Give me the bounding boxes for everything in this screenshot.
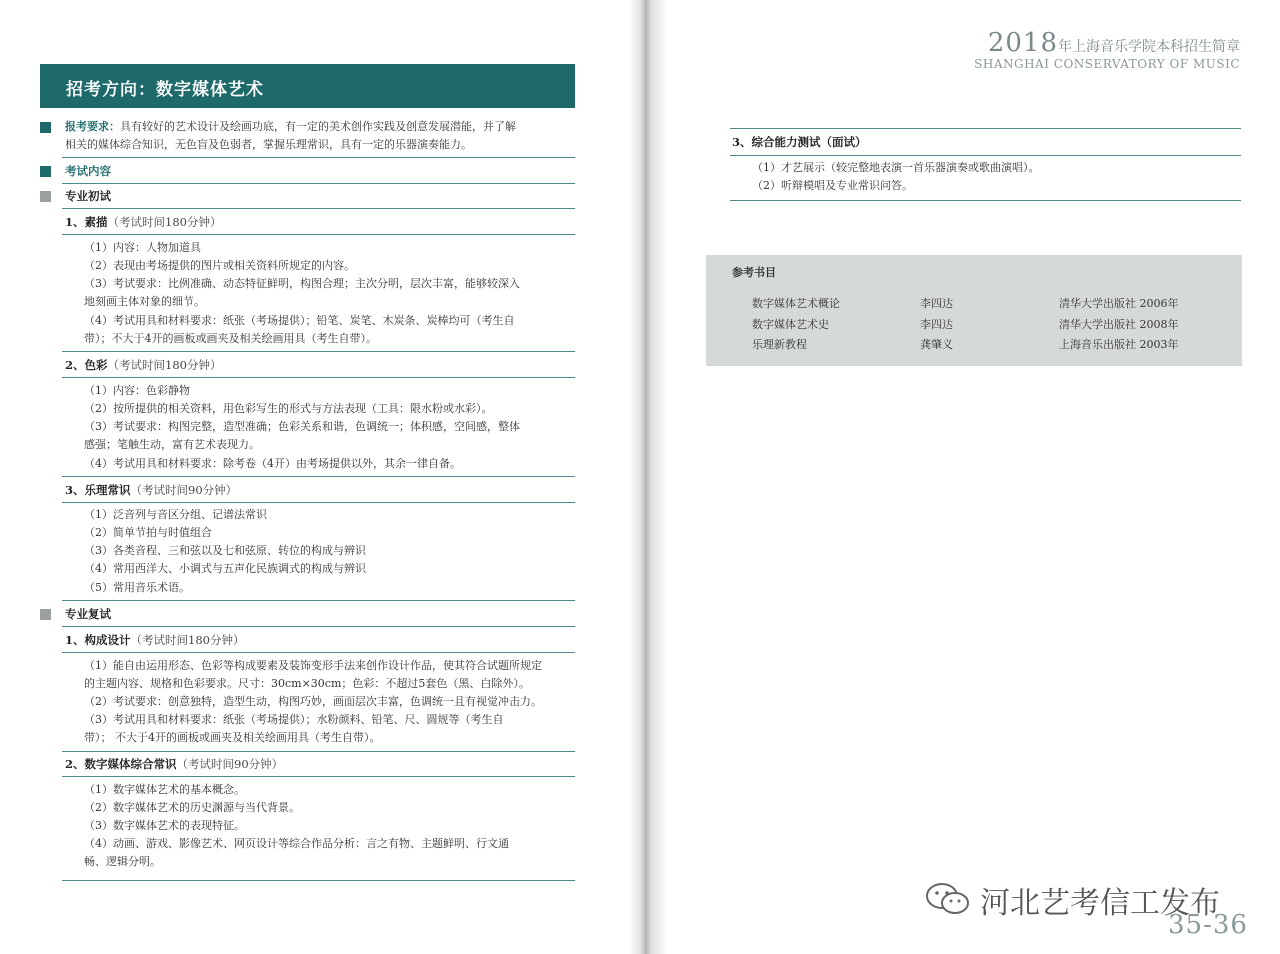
divider	[62, 502, 575, 503]
divider	[62, 476, 575, 477]
ref-author: 李四达	[920, 297, 953, 310]
design-heading	[65, 631, 244, 649]
divider	[62, 880, 575, 881]
ability-heading: 3、综合能力测试（面试）	[732, 135, 867, 149]
sketch-heading	[65, 213, 221, 231]
list-item: （2）按所提供的相关资料，用色彩写生的形式与方法表现（工具：限水粉或水彩）。	[84, 402, 493, 415]
divider	[62, 234, 575, 235]
list-item: 地刻画主体对象的细节。	[84, 295, 205, 308]
theory-heading	[65, 481, 237, 499]
list-item: （1）能自由运用形态、色彩等构成要素及装饰变形手法来创作设计作品，使其符合试题所规定	[84, 659, 542, 672]
list-item: 带）；不大于4开的画板或画夹及相关绘画用具（考生自带）。	[84, 332, 377, 345]
reference-books-box	[706, 255, 1242, 366]
list-item: （4）常用西洋大、小调式与五声化民族调式的构成与辨识	[84, 562, 366, 575]
requirement-text-1: 具有较好的艺术设计及绘画功底，有一定的美术创作实践及创意发展潜能，并了解	[120, 120, 516, 133]
media-heading	[65, 755, 283, 773]
section-title: 招考方向：数字媒体艺术	[66, 80, 264, 100]
divider	[62, 377, 575, 378]
list-item: （4）动画、游戏、影像艺术、网页设计等综合作品分析：言之有物、主题鲜明、行文通	[84, 837, 509, 850]
color-title: 2、色彩	[65, 358, 108, 372]
list-item: （2）考试要求：创意独特，造型生动，构图巧妙，画面层次丰富，色调统一且有视觉冲击力。	[84, 695, 542, 708]
theory-time: （考试时间90分钟）	[130, 483, 238, 497]
color-heading	[65, 356, 221, 374]
requirement-line-1	[65, 118, 516, 136]
ref-author: 龚肇义	[920, 338, 953, 351]
divider	[62, 157, 575, 158]
exam-content-heading: 考试内容	[65, 164, 111, 178]
divider	[62, 652, 575, 653]
ref-book: 乐理新教程	[752, 338, 807, 351]
list-item: （1）数字媒体艺术的基本概念。	[84, 783, 245, 796]
divider	[62, 351, 575, 352]
header-english: SHANGHAI CONSERVATORY OF MUSIC	[974, 57, 1240, 71]
header-year: 2018	[987, 28, 1058, 58]
divider	[62, 751, 575, 752]
color-time: （考试时间180分钟）	[107, 358, 222, 372]
watermark-text: 河北艺考信工发布	[980, 886, 1220, 921]
retest-heading: 专业复试	[65, 607, 111, 621]
list-item: （1）内容：色彩静物	[84, 384, 190, 397]
list-item: （3）各类音程、三和弦以及七和弦原、转位的构成与辨识	[84, 544, 366, 557]
list-item: （3）考试要求：比例准确、动态特征鲜明，构图合理；主次分明，层次丰富，能够较深入	[84, 277, 520, 290]
divider	[62, 626, 575, 627]
section-title-bar	[40, 64, 575, 108]
sketch-title: 1、素描	[65, 215, 108, 229]
list-item: （3）考试要求：构图完整，造型准确；色彩关系和谐，色调统一；体积感，空间感，整体	[84, 420, 520, 433]
bullet-square-icon	[40, 191, 51, 202]
brochure-header	[988, 28, 1240, 58]
divider	[62, 776, 575, 777]
bullet-square-icon	[40, 166, 51, 177]
divider	[730, 200, 1241, 201]
media-title: 2、数字媒体综合常识	[65, 757, 177, 771]
wechat-icon	[922, 880, 976, 916]
list-item: （1）才艺展示（较完整地表演一首乐器演奏或歌曲演唱）。	[752, 161, 1040, 174]
ref-publisher: 清华大学出版社 2006年	[1059, 297, 1179, 310]
design-time: （考试时间180分钟）	[130, 633, 245, 647]
list-item: （3）考试用具和材料要求：纸张（考场提供）；水粉颜料、铅笔、尺、圆规等（考生自	[84, 713, 504, 726]
ref-publisher: 上海音乐出版社 2003年	[1059, 338, 1179, 351]
preliminary-heading: 专业初试	[65, 189, 111, 203]
ref-author: 李四达	[920, 318, 953, 331]
requirement-label: 报考要求：	[65, 120, 120, 133]
ref-book: 数字媒体艺术史	[752, 318, 829, 331]
bullet-square-icon	[40, 122, 51, 133]
ref-book: 数字媒体艺术概论	[752, 297, 840, 310]
divider	[62, 600, 575, 601]
divider	[62, 208, 575, 209]
sketch-time: （考试时间180分钟）	[107, 215, 222, 229]
list-item: （3）数字媒体艺术的表现特征。	[84, 819, 245, 832]
list-item: （2）听辩模唱及专业常识问答。	[752, 179, 913, 192]
list-item: （4）考试用具和材料要求：除考卷（4开）由考场提供以外，其余一律自备。	[84, 457, 461, 470]
design-title: 1、构成设计	[65, 633, 131, 647]
divider	[730, 155, 1241, 156]
divider	[62, 183, 575, 184]
theory-title: 3、乐理常识	[65, 483, 131, 497]
header-title: 年上海音乐学院本科招生简章	[1058, 39, 1240, 55]
list-item: 带）； 不大于4开的画板或画夹及相关绘画用具（考生自带）。	[84, 731, 381, 744]
page-numbers: 35-36	[1168, 910, 1248, 940]
media-time: （考试时间90分钟）	[176, 757, 284, 771]
ref-publisher: 清华大学出版社 2008年	[1059, 318, 1179, 331]
list-item: （1）泛音列与音区分组、记谱法常识	[84, 508, 267, 521]
bullet-square-icon	[40, 609, 51, 620]
list-item: （5）常用音乐术语。	[84, 581, 190, 594]
divider	[730, 128, 1241, 129]
reference-title: 参考书目	[732, 266, 776, 279]
list-item: （2）表现由考场提供的图片或相关资料所规定的内容。	[84, 259, 355, 272]
list-item: （1）内容：人物加道具	[84, 241, 201, 254]
list-item: 畅、逻辑分明。	[84, 855, 161, 868]
list-item: （2）简单节拍与时值组合	[84, 526, 212, 539]
list-item: 感强；笔触生动，富有艺术表现力。	[84, 438, 260, 451]
list-item: （4）考试用具和材料要求：纸张（考场提供）；铅笔、炭笔、木炭条、炭棒均可（考生自	[84, 314, 515, 327]
book-gutter	[628, 0, 668, 954]
requirement-line-2: 相关的媒体综合知识，无色盲及色弱者，掌握乐理常识，具有一定的乐器演奏能力。	[65, 138, 472, 151]
list-item: （2）数字媒体艺术的历史渊源与当代背景。	[84, 801, 300, 814]
list-item: 的主题内容、规格和色彩要求。尺寸：30cm×30cm；色彩：不超过5套色（黑、白除外）。	[84, 677, 530, 690]
